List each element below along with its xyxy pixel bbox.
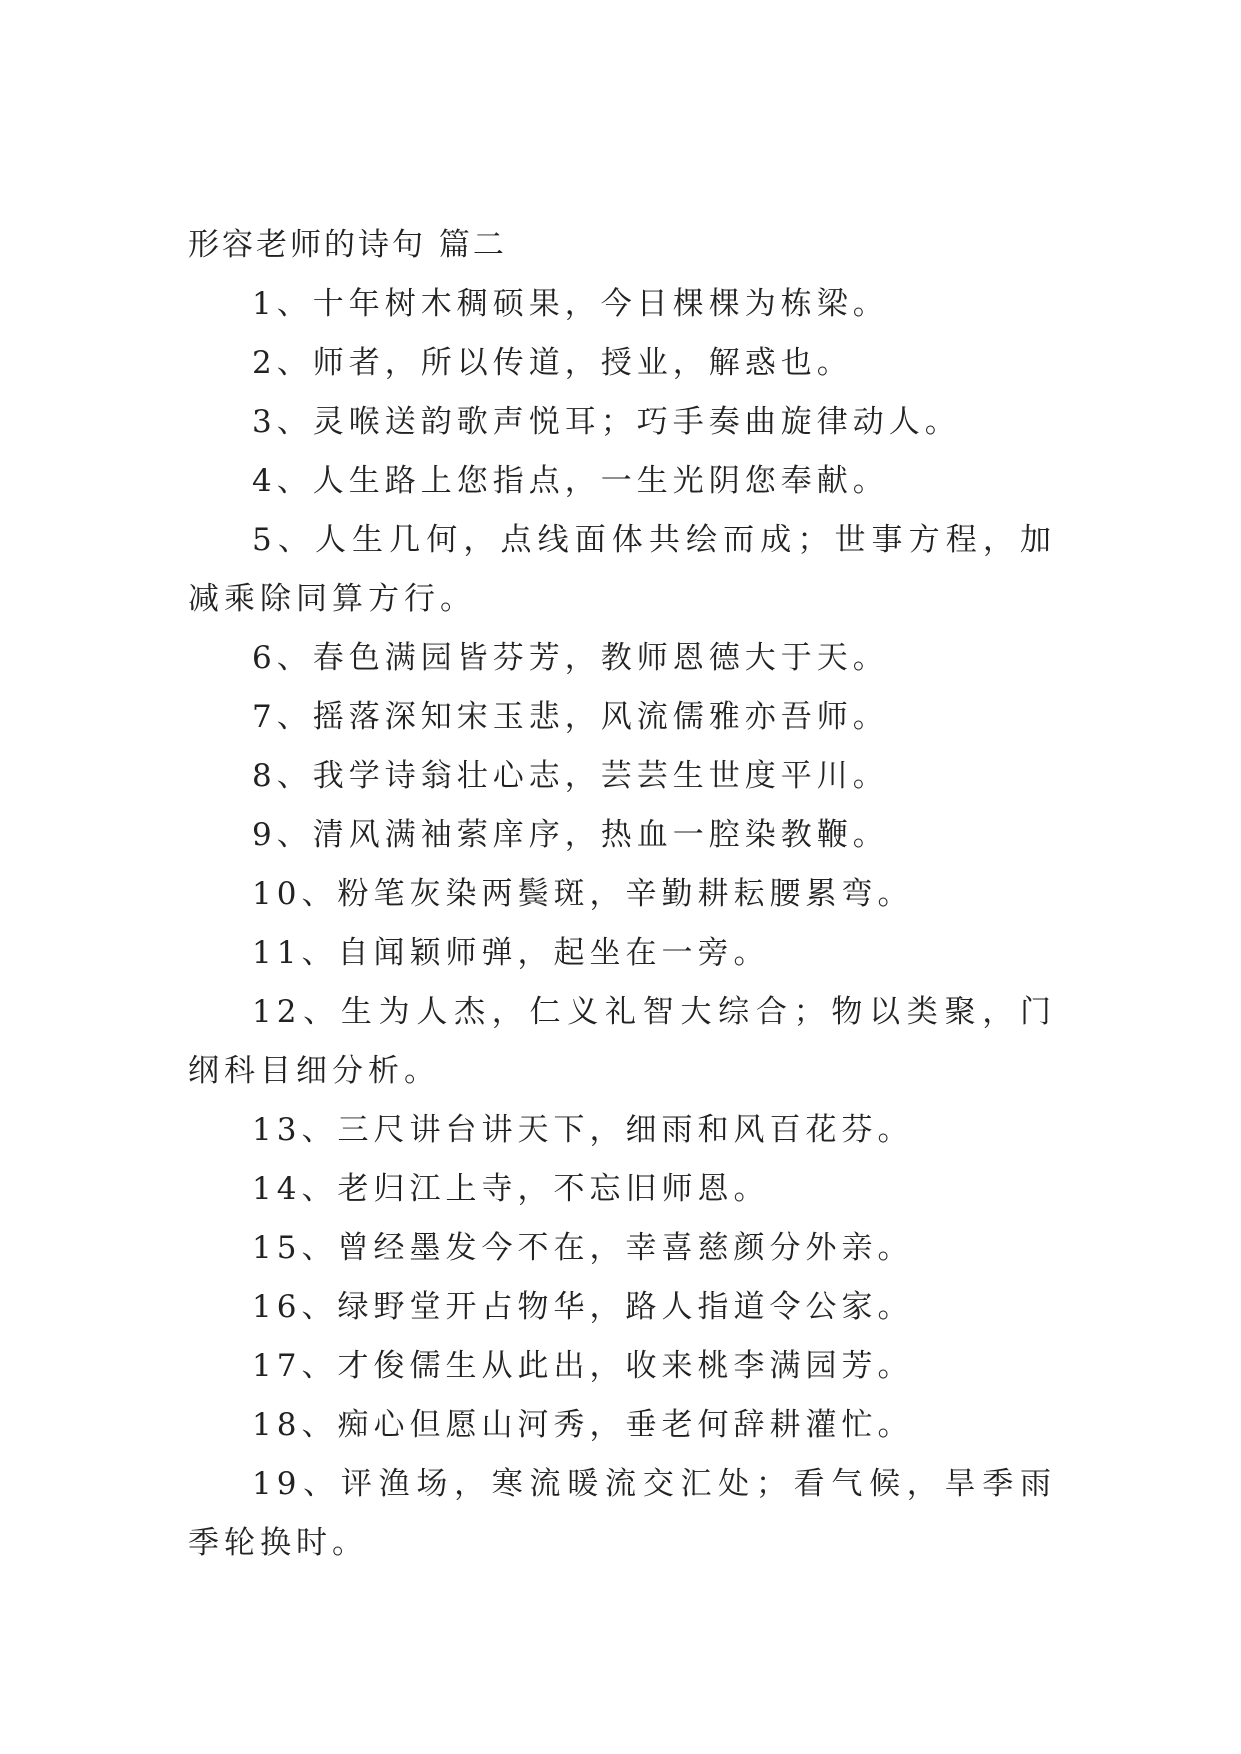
- poem-line-14: 14、老归江上寺，不忘旧师恩。: [252, 1171, 770, 1207]
- poem-line-11: 11、自闻颖师弹，起坐在一旁。: [252, 935, 770, 971]
- document-title: 形容老师的诗句 篇二: [188, 227, 507, 263]
- poem-line-10: 10、粉笔灰染两鬓斑，辛勤耕耘腰累弯。: [252, 876, 914, 912]
- poem-line-15: 15、曾经墨发今不在，幸喜慈颜分外亲。: [252, 1230, 914, 1266]
- poem-line-2: 2、师者，所以传道，授业，解惑也。: [252, 345, 853, 381]
- document-body: [188, 216, 1056, 1573]
- poem-line-9: 9、清风满袖萦庠序，热血一腔染教鞭。: [252, 817, 889, 853]
- poem-line-16: 16、绿野堂开占物华，路人指道令公家。: [252, 1289, 914, 1325]
- poem-line-17: 17、才俊儒生从此出，收来桃李满园芳。: [252, 1348, 914, 1384]
- poem-line-18: 18、痴心但愿山河秀，垂老何辞耕灌忙。: [252, 1407, 914, 1443]
- poem-line-3: 3、灵喉送韵歌声悦耳；巧手奏曲旋律动人。: [252, 404, 961, 440]
- poem-line-19: 19、评渔场，寒流暖流交汇处；看气候，旱季雨季轮换时。: [188, 1466, 1056, 1561]
- poem-line-13: 13、三尺讲台讲天下，细雨和风百花芬。: [252, 1112, 914, 1148]
- poem-line-5: 5、人生几何，点线面体共绘而成；世事方程，加减乘除同算方行。: [188, 522, 1056, 617]
- poem-line-12: 12、生为人杰，仁义礼智大综合；物以类聚，门纲科目细分析。: [188, 994, 1056, 1089]
- poem-line-6: 6、春色满园皆芬芳，教师恩德大于天。: [252, 640, 889, 676]
- poem-line-8: 8、我学诗翁壮心志，芸芸生世度平川。: [252, 758, 889, 794]
- poem-line-7: 7、摇落深知宋玉悲，风流儒雅亦吾师。: [252, 699, 889, 735]
- poem-line-4: 4、人生路上您指点，一生光阴您奉献。: [252, 463, 889, 499]
- poem-line-1: 1、十年树木稠硕果，今日棵棵为栋梁。: [252, 286, 889, 322]
